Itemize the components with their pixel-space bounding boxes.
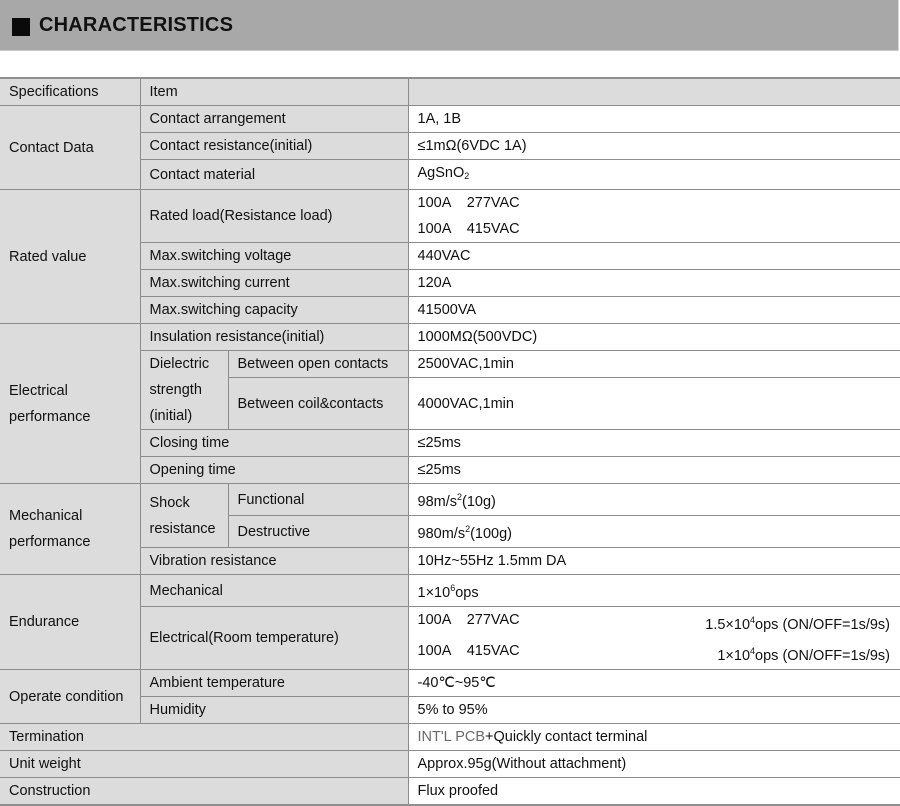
item-label: Contact arrangement xyxy=(140,106,408,133)
header-item: Item xyxy=(140,78,408,106)
table-row xyxy=(0,778,900,806)
value-line: 100A 415VAC xyxy=(417,221,520,237)
value-text: ops xyxy=(455,585,479,601)
group-operate-condition: Operate condition xyxy=(0,670,140,724)
item-value: Flux proofed xyxy=(408,778,900,806)
ops-base: 1×10 xyxy=(717,648,751,664)
value-line xyxy=(418,638,900,669)
value-superscript: 2 xyxy=(457,492,463,502)
value-subscript: 2 xyxy=(464,171,470,181)
item-label: Max.switching voltage xyxy=(140,243,408,270)
ops-superscript: 4 xyxy=(750,646,756,656)
item-value: 5% to 95% xyxy=(408,697,900,724)
item-value xyxy=(408,516,900,548)
black-square-icon xyxy=(12,18,30,36)
table-row xyxy=(0,324,900,351)
header-value xyxy=(408,78,900,106)
group-mechanical-performance xyxy=(0,484,140,575)
ops-text xyxy=(717,638,890,669)
group-label-line: performance xyxy=(9,534,91,550)
value-text: (100g) xyxy=(470,526,513,542)
item-value xyxy=(408,607,900,670)
item-label: Opening time xyxy=(140,457,408,484)
item-value: 41500VA xyxy=(408,297,900,324)
item-value: 120A xyxy=(408,270,900,297)
subgroup-shock-resistance xyxy=(140,484,228,548)
item-value: -40℃~95℃ xyxy=(408,670,900,697)
item-label: Between coil&contacts xyxy=(228,378,408,430)
item-label: Max.switching current xyxy=(140,270,408,297)
table-header-row xyxy=(0,78,900,106)
item-value: 4000VAC,1min xyxy=(408,378,900,430)
table-row xyxy=(0,106,900,133)
ops-superscript: 4 xyxy=(750,615,756,625)
value-text: AgSnO xyxy=(417,165,465,181)
item-label: Destructive xyxy=(228,516,408,548)
item-label: Closing time xyxy=(140,430,408,457)
item-label: Contact material xyxy=(140,160,408,190)
value-superscript: 6 xyxy=(450,583,456,593)
value-text: (10g) xyxy=(462,494,496,510)
item-label: Rated load(Resistance load) xyxy=(140,190,408,243)
item-value: ≤25ms xyxy=(408,457,900,484)
value-line xyxy=(418,607,900,638)
value-text: +Quickly contact terminal xyxy=(485,729,648,745)
item-label: Insulation resistance(initial) xyxy=(140,324,408,351)
item-value: 10Hz~55Hz 1.5mm DA xyxy=(408,548,900,575)
ops-base: 1.5×10 xyxy=(705,617,751,633)
item-label: Electrical(Room temperature) xyxy=(140,607,408,670)
table-row xyxy=(0,190,900,243)
load-text: 100A 415VAC xyxy=(417,643,520,659)
subgroup-label-line: Dielectric xyxy=(149,356,210,372)
header-specifications: Specifications xyxy=(0,78,140,106)
subgroup-label-line: resistance xyxy=(149,520,216,537)
load-text: 100A 277VAC xyxy=(417,612,520,628)
item-value: 2500VAC,1min xyxy=(408,351,900,378)
group-label-line: Electrical xyxy=(9,382,68,399)
value-text-muted: INT'L PCB xyxy=(417,729,486,745)
table-row xyxy=(0,484,900,516)
item-value xyxy=(408,575,900,607)
ops-text xyxy=(705,607,890,638)
item-label: Humidity xyxy=(140,697,408,724)
item-value xyxy=(408,190,900,243)
table-row xyxy=(0,575,900,607)
item-label: Vibration resistance xyxy=(140,548,408,575)
item-value: ≤1mΩ(6VDC 1A) xyxy=(408,133,900,160)
item-label: Mechanical xyxy=(140,575,408,607)
ops-tail: ops (ON/OFF=1s/9s) xyxy=(755,617,891,633)
item-value xyxy=(408,484,900,516)
item-label: Ambient temperature xyxy=(140,670,408,697)
item-value: 1A, 1B xyxy=(408,106,900,133)
section-title: CHARACTERISTICS xyxy=(39,14,234,36)
item-label: Between open contacts xyxy=(228,351,408,378)
table-row xyxy=(0,751,900,778)
section-header xyxy=(0,0,899,51)
item-value xyxy=(408,160,900,190)
value-text: 980m/s xyxy=(417,526,466,542)
group-contact-data: Contact Data xyxy=(0,106,140,190)
value-text: 1×10 xyxy=(417,585,451,601)
group-rated-value: Rated value xyxy=(0,190,140,324)
subgroup-label-line: strength xyxy=(149,382,202,398)
item-value: 1000MΩ(500VDC) xyxy=(408,324,900,351)
ops-tail: ops (ON/OFF=1s/9s) xyxy=(755,648,891,664)
value-text: 98m/s xyxy=(417,494,458,510)
table-row xyxy=(0,670,900,697)
group-construction: Construction xyxy=(0,778,408,806)
characteristics-table xyxy=(0,77,900,806)
item-label: Max.switching capacity xyxy=(140,297,408,324)
item-value xyxy=(408,724,900,751)
group-electrical-performance xyxy=(0,324,140,484)
value-line: 100A 277VAC xyxy=(417,195,520,211)
item-label: Contact resistance(initial) xyxy=(140,133,408,160)
value-superscript: 2 xyxy=(465,524,471,534)
group-label-line: Mechanical xyxy=(9,508,83,524)
group-termination: Termination xyxy=(0,724,408,751)
table-row xyxy=(0,724,900,751)
item-value: Approx.95g(Without attachment) xyxy=(408,751,900,778)
group-unit-weight: Unit weight xyxy=(0,751,408,778)
group-endurance: Endurance xyxy=(0,575,140,670)
group-label-line: performance xyxy=(9,408,91,425)
item-value: ≤25ms xyxy=(408,430,900,457)
item-value: 440VAC xyxy=(408,243,900,270)
subgroup-label-line: (initial) xyxy=(149,408,193,424)
item-label: Functional xyxy=(228,484,408,516)
subgroup-dielectric-strength xyxy=(140,351,228,430)
subgroup-label-line: Shock xyxy=(149,494,190,511)
